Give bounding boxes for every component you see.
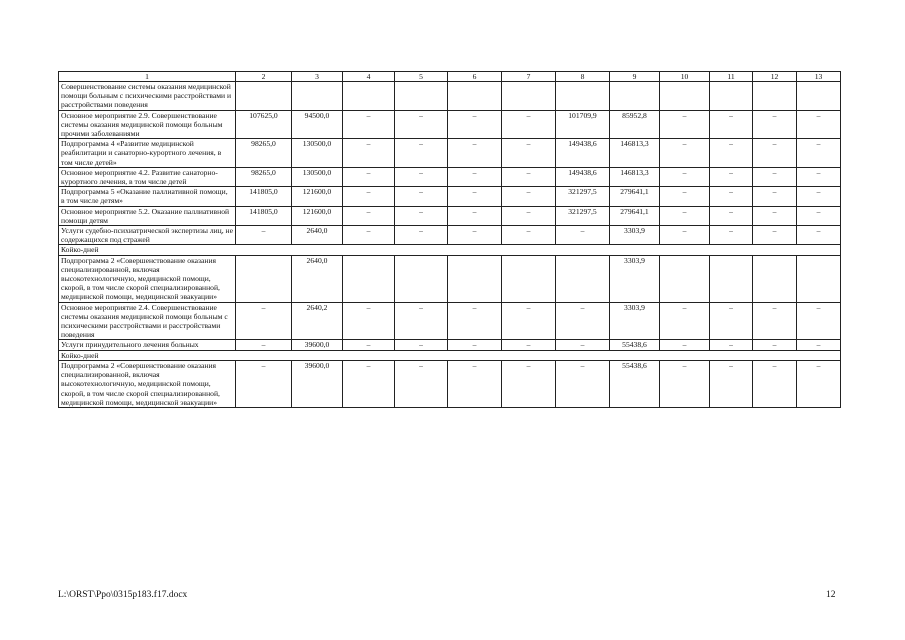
value-cell-col-2: – — [236, 340, 292, 350]
value-cell-col-10: – — [660, 206, 710, 225]
value-cell-col-11 — [710, 255, 753, 302]
value-cell-col-13: – — [797, 187, 841, 206]
value-cell-col-2: – — [236, 302, 292, 340]
value-cell-col-3: 130500,0 — [292, 139, 343, 168]
value-cell-col-13: – — [797, 110, 841, 139]
table-row — [59, 110, 841, 139]
value-cell-col-12: – — [753, 340, 797, 350]
value-cell-col-2: – — [236, 226, 292, 245]
value-cell-col-5: – — [395, 226, 448, 245]
value-cell-col-9: 3303,9 — [610, 226, 660, 245]
value-cell-col-8: 149438,6 — [556, 139, 610, 168]
value-cell-col-6 — [448, 255, 502, 302]
value-cell-col-6: – — [448, 139, 502, 168]
value-cell-col-3: 39600,0 — [292, 360, 343, 407]
table-row — [59, 139, 841, 168]
value-cell-col-12: – — [753, 302, 797, 340]
value-cell-col-6: – — [448, 110, 502, 139]
value-cell-col-3: 121600,0 — [292, 206, 343, 225]
value-cell-col-13 — [797, 255, 841, 302]
value-cell-col-12 — [753, 255, 797, 302]
table-body — [59, 82, 841, 408]
value-cell-col-8: – — [556, 360, 610, 407]
value-cell-col-6: – — [448, 360, 502, 407]
unit-row — [59, 245, 841, 255]
budget-table — [58, 71, 841, 408]
value-cell-col-7: – — [502, 139, 556, 168]
column-header-9: 9 — [610, 72, 660, 82]
row-name-cell: Основное мероприятие 5.2. Оказание паллиативной помощи детям — [59, 206, 236, 225]
value-cell-col-11: – — [710, 340, 753, 350]
value-cell-col-10: – — [660, 226, 710, 245]
value-cell-col-4: – — [343, 360, 395, 407]
row-name-cell: Услуги принудительного лечения больных — [59, 340, 236, 350]
value-cell-col-13: – — [797, 226, 841, 245]
value-cell-col-13 — [797, 82, 841, 111]
value-cell-col-6: – — [448, 340, 502, 350]
value-cell-col-10: – — [660, 302, 710, 340]
value-cell-col-12: – — [753, 139, 797, 168]
column-header-7: 7 — [502, 72, 556, 82]
value-cell-col-2: 107625,0 — [236, 110, 292, 139]
value-cell-col-13: – — [797, 167, 841, 186]
value-cell-col-4: – — [343, 226, 395, 245]
value-cell-col-8: 321297,5 — [556, 187, 610, 206]
value-cell-col-10 — [660, 82, 710, 111]
row-name-cell: Подпрограмма 4 «Развитие медицинской реабилитации и санаторно-курортного лечения, в том числе детей» — [59, 139, 236, 168]
value-cell-col-4: – — [343, 167, 395, 186]
row-name-cell: Подпрограмма 2 «Совершенствование оказания специализированной, включая высокотехнологичную, медицинской помощи, скорой, в том числе скорой специализированной, медицинской помощи, медицинской эвакуации» — [59, 360, 236, 407]
unit-label: Койко-дней — [59, 350, 841, 360]
row-name-cell: Подпрограмма 2 «Совершенствование оказания специализированной, включая высокотехнологичную, медицинской помощи, скорой, в том числе скорой специализированной, медицинской помощи, медицинской эвакуации» — [59, 255, 236, 302]
value-cell-col-9: 279641,1 — [610, 206, 660, 225]
value-cell-col-7: – — [502, 302, 556, 340]
value-cell-col-4: – — [343, 110, 395, 139]
table-row — [59, 360, 841, 407]
value-cell-col-3: 2640,0 — [292, 226, 343, 245]
value-cell-col-5 — [395, 82, 448, 111]
value-cell-col-8: – — [556, 302, 610, 340]
row-name-cell: Основное мероприятие 2.9. Совершенствование системы оказания медицинской помощи больным прочими заболеваниями — [59, 110, 236, 139]
column-header-8: 8 — [556, 72, 610, 82]
value-cell-col-11 — [710, 82, 753, 111]
value-cell-col-3: 39600,0 — [292, 340, 343, 350]
value-cell-col-7: – — [502, 360, 556, 407]
value-cell-col-5: – — [395, 302, 448, 340]
column-header-4: 4 — [343, 72, 395, 82]
column-header-1: 1 — [59, 72, 236, 82]
value-cell-col-7: – — [502, 206, 556, 225]
value-cell-col-4 — [343, 82, 395, 111]
column-header-10: 10 — [660, 72, 710, 82]
column-header-2: 2 — [236, 72, 292, 82]
value-cell-col-10: – — [660, 167, 710, 186]
value-cell-col-9: 85952,8 — [610, 110, 660, 139]
value-cell-col-4: – — [343, 139, 395, 168]
value-cell-col-13: – — [797, 139, 841, 168]
column-header-5: 5 — [395, 72, 448, 82]
table-row — [59, 340, 841, 350]
value-cell-col-2: 141805,0 — [236, 187, 292, 206]
footer-file-path: L:\ORST\Ppo\0315p183.f17.docx — [58, 590, 188, 600]
value-cell-col-3: 121600,0 — [292, 187, 343, 206]
row-name-cell: Услуги судебно-психиатрической экспертизы лиц, не содержащихся под стражей — [59, 226, 236, 245]
value-cell-col-9: 146813,3 — [610, 139, 660, 168]
value-cell-col-7: – — [502, 167, 556, 186]
value-cell-col-3: 130500,0 — [292, 167, 343, 186]
value-cell-col-11: – — [710, 110, 753, 139]
value-cell-col-8: – — [556, 340, 610, 350]
value-cell-col-12: – — [753, 110, 797, 139]
table-row — [59, 167, 841, 186]
value-cell-col-4: – — [343, 187, 395, 206]
value-cell-col-8: 101709,9 — [556, 110, 610, 139]
value-cell-col-7: – — [502, 340, 556, 350]
value-cell-col-12: – — [753, 360, 797, 407]
value-cell-col-6: – — [448, 302, 502, 340]
value-cell-col-9: 3303,9 — [610, 255, 660, 302]
value-cell-col-8: 321297,5 — [556, 206, 610, 225]
value-cell-col-12: – — [753, 187, 797, 206]
value-cell-col-13: – — [797, 206, 841, 225]
value-cell-col-5: – — [395, 110, 448, 139]
value-cell-col-8: – — [556, 226, 610, 245]
value-cell-col-11: – — [710, 139, 753, 168]
value-cell-col-5: – — [395, 187, 448, 206]
value-cell-col-9: 3303,9 — [610, 302, 660, 340]
value-cell-col-2 — [236, 255, 292, 302]
value-cell-col-9: 146813,3 — [610, 167, 660, 186]
value-cell-col-2 — [236, 82, 292, 111]
value-cell-col-5 — [395, 255, 448, 302]
table-row — [59, 82, 841, 111]
value-cell-col-2: – — [236, 360, 292, 407]
table-row — [59, 255, 841, 302]
value-cell-col-3 — [292, 82, 343, 111]
value-cell-col-9: 279641,1 — [610, 187, 660, 206]
value-cell-col-10: – — [660, 187, 710, 206]
value-cell-col-5: – — [395, 206, 448, 225]
column-header-13: 13 — [797, 72, 841, 82]
value-cell-col-5: – — [395, 340, 448, 350]
value-cell-col-11: – — [710, 206, 753, 225]
value-cell-col-4: – — [343, 340, 395, 350]
value-cell-col-5: – — [395, 167, 448, 186]
column-header-12: 12 — [753, 72, 797, 82]
value-cell-col-6: – — [448, 206, 502, 225]
value-cell-col-12: – — [753, 206, 797, 225]
value-cell-col-2: 141805,0 — [236, 206, 292, 225]
value-cell-col-10 — [660, 255, 710, 302]
value-cell-col-13: – — [797, 360, 841, 407]
header-row — [59, 72, 841, 82]
value-cell-col-10: – — [660, 110, 710, 139]
value-cell-col-13: – — [797, 302, 841, 340]
value-cell-col-8: 149438,6 — [556, 167, 610, 186]
unit-label: Койко-дней — [59, 245, 841, 255]
value-cell-col-10: – — [660, 340, 710, 350]
row-name-cell: Подпрограмма 5 «Оказание паллиативной помощи, в том числе детям» — [59, 187, 236, 206]
value-cell-col-7: – — [502, 110, 556, 139]
value-cell-col-10: – — [660, 360, 710, 407]
value-cell-col-5: – — [395, 139, 448, 168]
value-cell-col-12: – — [753, 226, 797, 245]
value-cell-col-7 — [502, 255, 556, 302]
table-row — [59, 226, 841, 245]
footer-page-number: 12 — [826, 590, 836, 600]
value-cell-col-6: – — [448, 226, 502, 245]
value-cell-col-11: – — [710, 226, 753, 245]
value-cell-col-9: 55438,6 — [610, 360, 660, 407]
table-row — [59, 302, 841, 340]
value-cell-col-4 — [343, 255, 395, 302]
value-cell-col-7 — [502, 82, 556, 111]
value-cell-col-9: 55438,6 — [610, 340, 660, 350]
value-cell-col-3: 2640,0 — [292, 255, 343, 302]
row-name-cell: Совершенствование системы оказания медицинской помощи больным с психическими расстройствами и расстройствами поведения — [59, 82, 236, 111]
value-cell-col-3: 94500,0 — [292, 110, 343, 139]
value-cell-col-9 — [610, 82, 660, 111]
value-cell-col-2: 98265,0 — [236, 139, 292, 168]
value-cell-col-12 — [753, 82, 797, 111]
table-header — [59, 72, 841, 82]
table-row — [59, 187, 841, 206]
value-cell-col-6 — [448, 82, 502, 111]
value-cell-col-11: – — [710, 360, 753, 407]
row-name-cell: Основное мероприятие 2.4. Совершенствование системы оказания медицинской помощи больным с психическими расстройствами и расстройствами поведения — [59, 302, 236, 340]
value-cell-col-3: 2640,2 — [292, 302, 343, 340]
value-cell-col-8 — [556, 82, 610, 111]
value-cell-col-2: 98265,0 — [236, 167, 292, 186]
column-header-11: 11 — [710, 72, 753, 82]
value-cell-col-4: – — [343, 302, 395, 340]
value-cell-col-4: – — [343, 206, 395, 225]
value-cell-col-13: – — [797, 340, 841, 350]
value-cell-col-8 — [556, 255, 610, 302]
row-name-cell: Основное мероприятие 4.2. Развитие санаторно-курортного лечения, в том числе детей — [59, 167, 236, 186]
value-cell-col-11: – — [710, 302, 753, 340]
value-cell-col-10: – — [660, 139, 710, 168]
unit-row — [59, 350, 841, 360]
value-cell-col-7: – — [502, 226, 556, 245]
table-row — [59, 206, 841, 225]
column-header-6: 6 — [448, 72, 502, 82]
value-cell-col-6: – — [448, 167, 502, 186]
value-cell-col-11: – — [710, 167, 753, 186]
value-cell-col-11: – — [710, 187, 753, 206]
value-cell-col-5: – — [395, 360, 448, 407]
value-cell-col-7: – — [502, 187, 556, 206]
value-cell-col-6: – — [448, 187, 502, 206]
value-cell-col-12: – — [753, 167, 797, 186]
column-header-3: 3 — [292, 72, 343, 82]
